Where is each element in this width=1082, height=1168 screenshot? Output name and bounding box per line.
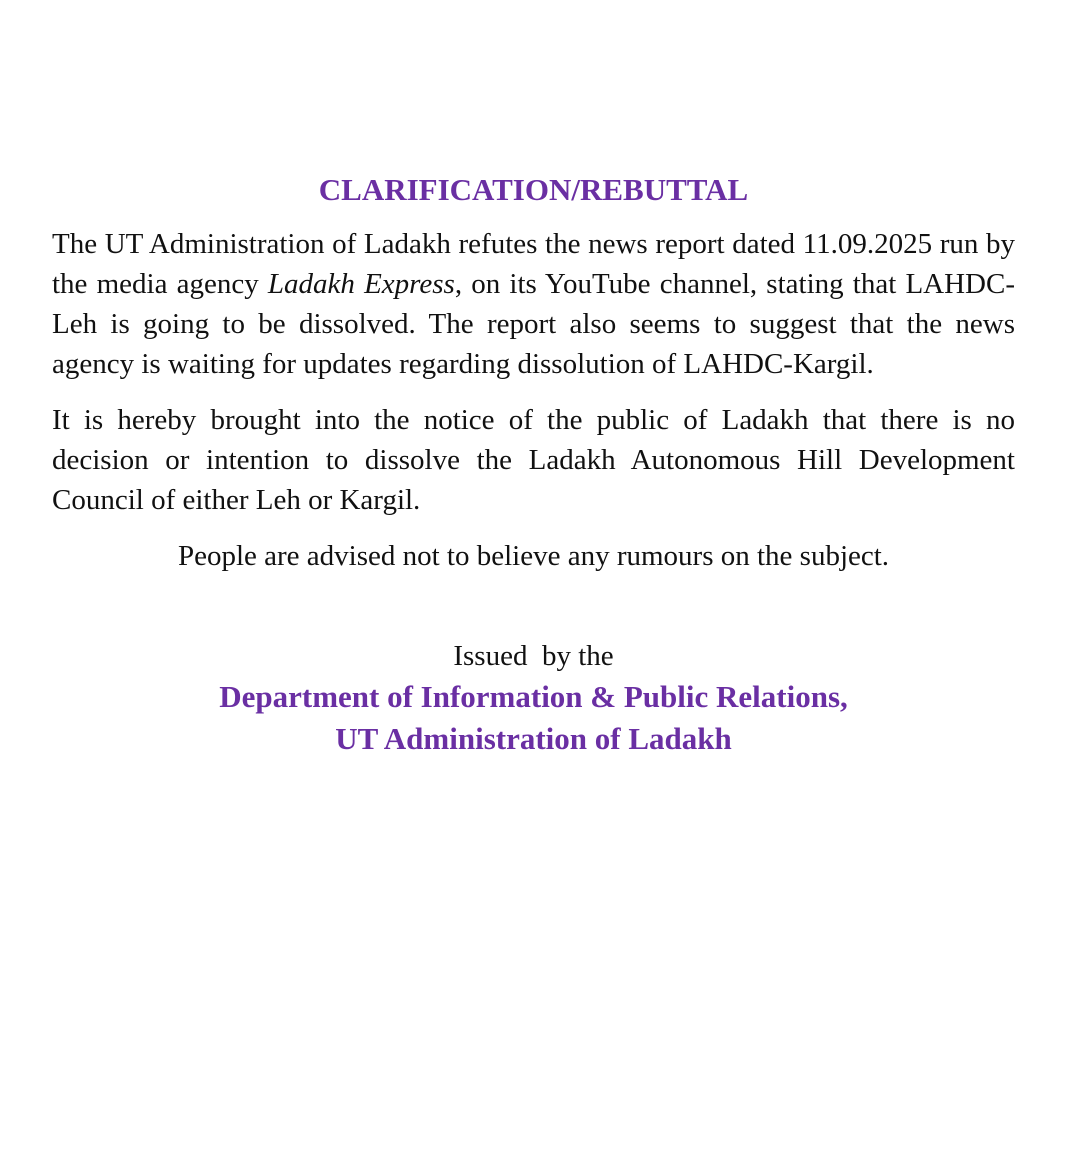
paragraph-refutation bbox=[52, 224, 1015, 384]
department-name: Department of Information & Public Relations, bbox=[219, 679, 848, 714]
paragraph-notice: It is hereby brought into the notice of the public of Ladakh that there is no decision or intention to dissolve the Ladakh Autonomous Hill Development Council of either Leh or Kargil. bbox=[52, 404, 1015, 516]
paragraph-refutation-text-2: , on its YouTube channel, stating that LAHDC-Leh is going to be dissolved. The report also seems to suggest that the news agency is waiting for updates regarding dissolution of LAHDC-Kargil. bbox=[52, 268, 1015, 380]
media-agency-name: Ladakh Express bbox=[267, 268, 455, 300]
paragraph-refutation-text-1: The UT Administration of Ladakh refutes the news report dated 11.09.2025 run by the media agency bbox=[52, 228, 1015, 300]
document-title: CLARIFICATION/REBUTTAL bbox=[318, 172, 749, 207]
administration-name: UT Administration of Ladakh bbox=[335, 721, 732, 756]
advice-line: People are advised not to believe any rumours on the subject. bbox=[177, 540, 890, 572]
press-release bbox=[52, 170, 1015, 760]
issued-by-text: Issued by the bbox=[453, 640, 614, 672]
issued-by-label bbox=[52, 636, 1015, 676]
